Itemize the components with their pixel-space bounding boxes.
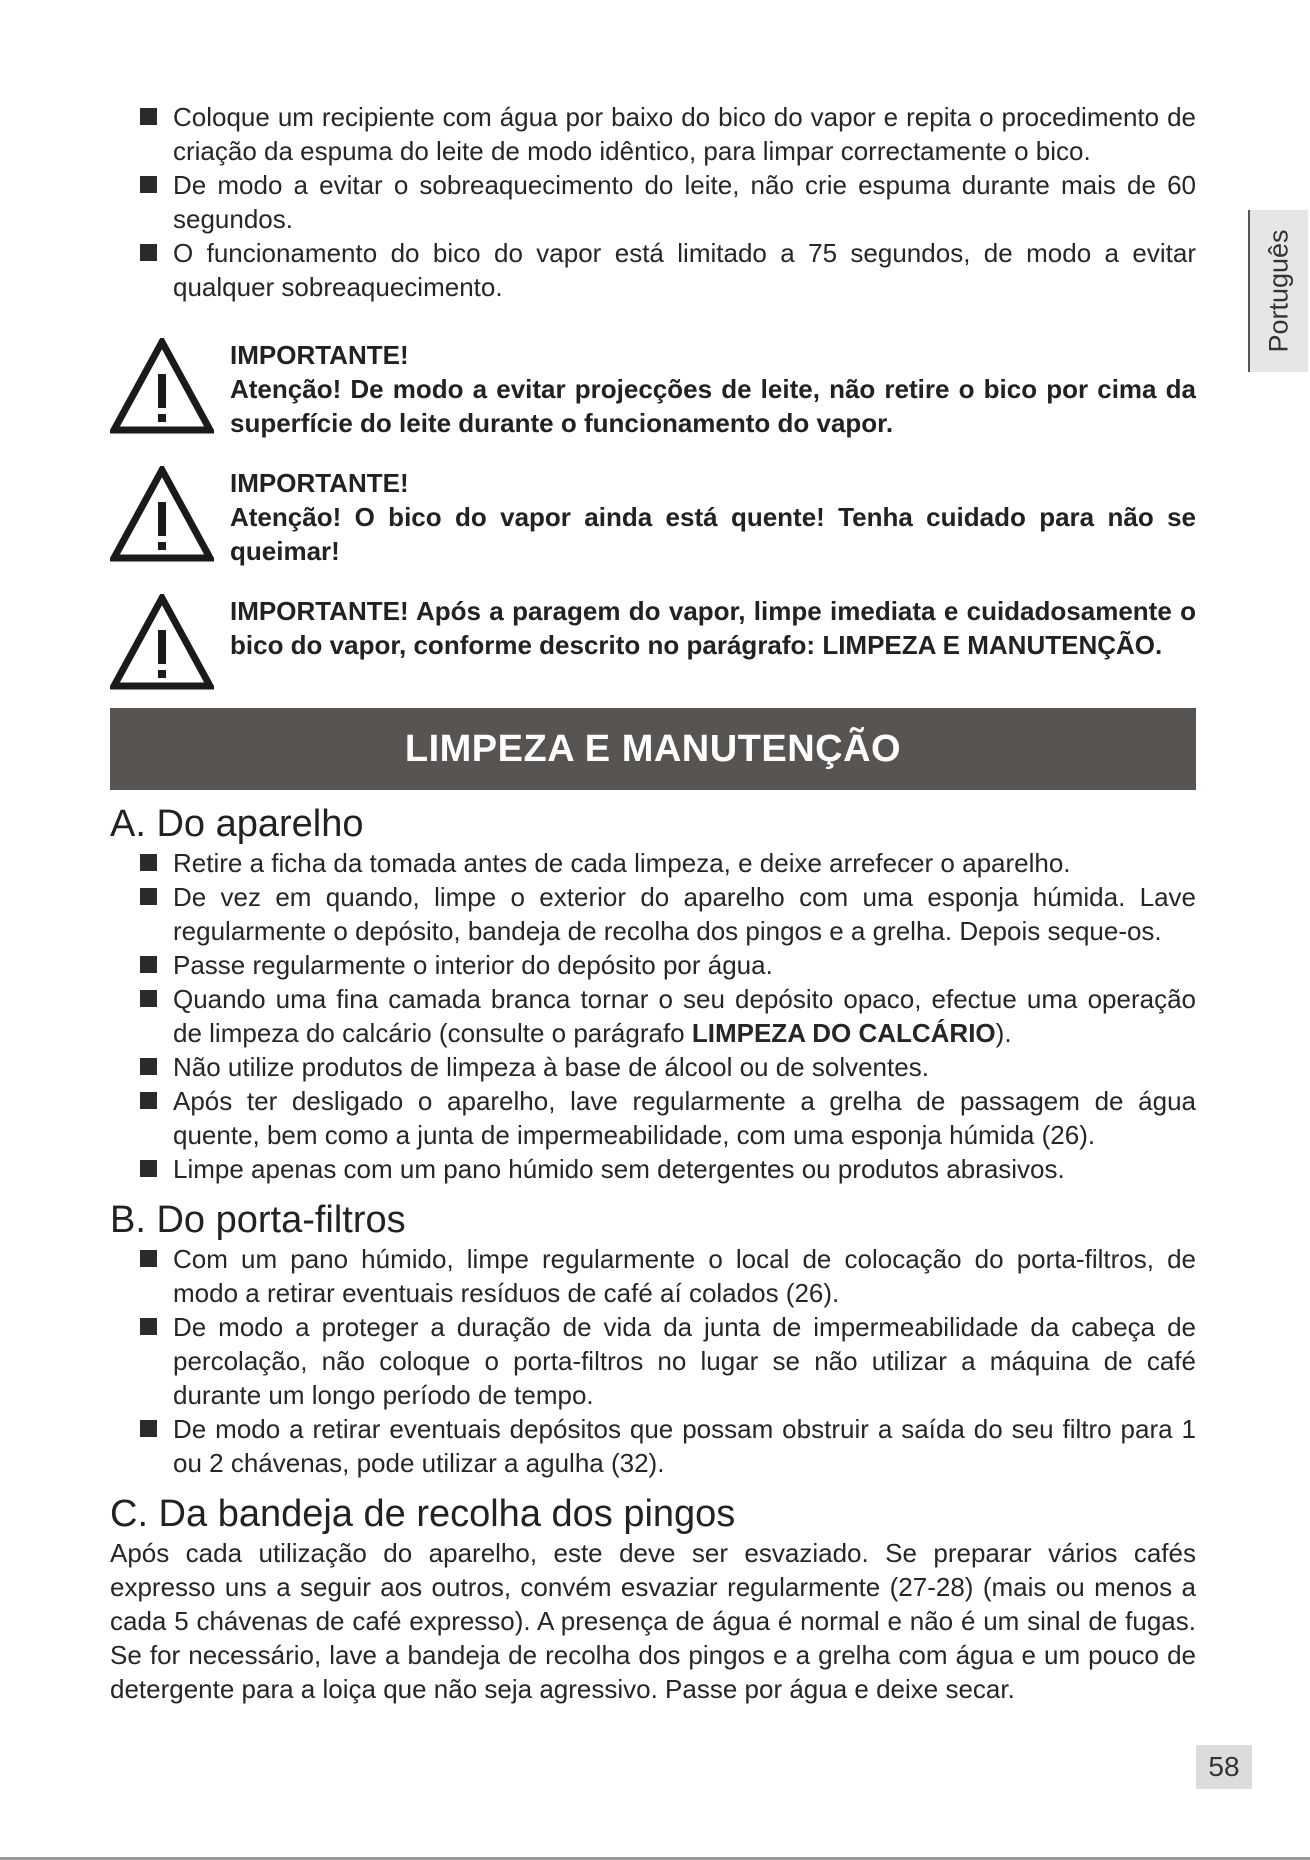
section-banner: LIMPEZA E MANUTENÇÃO	[110, 708, 1196, 790]
square-bullet-icon	[140, 1058, 157, 1075]
warning-text: Atenção! O bico do vapor ainda está quente! Tenha cuidado para não se queimar!	[230, 502, 1196, 566]
square-bullet-icon	[140, 1250, 157, 1267]
language-label: Português	[1263, 229, 1294, 353]
list-item: Não utilize produtos de limpeza à base de álcool ou de solventes.	[110, 1050, 1196, 1084]
section-b-heading: B. Do porta-filtros	[110, 1199, 406, 1241]
list-item: De modo a proteger a duração de vida da junta de impermeabilidade da cabeça de percolação, não coloque o porta-filtros no lugar se não utilizar a máquina de café durante um longo período de tempo.	[110, 1310, 1196, 1412]
warning-triangle-icon	[110, 594, 214, 690]
warning-block	[110, 338, 1196, 440]
square-bullet-icon	[140, 1092, 157, 1109]
section-c-paragraph: Após cada utilização do aparelho, este deve ser esvaziado. Se preparar vários cafés expresso uns a seguir aos outros, convém esvaziar regularmente (27-28) (mais ou menos a cada 5 chávenas de café expresso). A presença de água é normal e não é um sinal de fugas. Se for necessário, lave a bandeja de recolha dos pingos e a grelha com água e um pouco de detergente para a loiça que não seja agressivo. Passe por água e deixe secar.	[110, 1538, 1196, 1704]
list-item: Limpe apenas com um pano húmido sem detergentes ou produtos abrasivos.	[110, 1152, 1196, 1186]
square-bullet-icon	[140, 244, 157, 261]
square-bullet-icon	[140, 956, 157, 973]
page-number: 58	[1196, 1745, 1252, 1789]
warning-triangle-icon	[110, 466, 214, 562]
square-bullet-icon	[140, 990, 157, 1007]
square-bullet-icon	[140, 1420, 157, 1437]
warning-triangle-icon	[110, 338, 214, 434]
cross-reference: LIMPEZA DO CALCÁRIO	[691, 1018, 996, 1048]
square-bullet-icon	[140, 854, 157, 871]
list-item: Retire a ficha da tomada antes de cada limpeza, e deixe arrefecer o aparelho.	[110, 846, 1196, 880]
list-item: Coloque um recipiente com água por baixo do bico do vapor e repita o procedimento de criação da espuma do leite de modo idêntico, para limpar correctamente o bico.	[110, 100, 1196, 168]
warning-title: IMPORTANTE!	[230, 340, 409, 370]
section-b-bullet-list	[110, 1242, 1196, 1480]
list-item: O funcionamento do bico do vapor está limitado a 75 segundos, de modo a evitar qualquer sobreaquecimento.	[110, 236, 1196, 304]
square-bullet-icon	[140, 1318, 157, 1335]
warning-block	[110, 466, 1196, 568]
list-item: De modo a evitar o sobreaquecimento do leite, não crie espuma durante mais de 60 segundos.	[110, 168, 1196, 236]
list-item: De vez em quando, limpe o exterior do aparelho com uma esponja húmida. Lave regularmente o depósito, bandeja de recolha dos pingos e a grelha. Depois seque-os.	[110, 880, 1196, 948]
list-item: Passe regularmente o interior do depósito por água.	[110, 948, 1196, 982]
square-bullet-icon	[140, 108, 157, 125]
section-a-bullet-list	[110, 846, 1196, 1186]
square-bullet-icon	[140, 888, 157, 905]
page-content	[110, 100, 1196, 1706]
warning-title: IMPORTANTE!	[230, 468, 409, 498]
intro-bullet-list	[110, 100, 1196, 304]
square-bullet-icon	[140, 176, 157, 193]
list-item: Após ter desligado o aparelho, lave regularmente a grelha de passagem de água quente, bem como a junta de impermeabilidade, com uma esponja húmida (26).	[110, 1084, 1196, 1152]
list-item: Quando uma fina camada branca tornar o seu depósito opaco, efectue uma operação de limpeza do calcário (consulte o parágrafo LIMPEZA DO CALCÁRIO).	[110, 982, 1196, 1050]
language-tab	[1248, 210, 1308, 372]
square-bullet-icon	[140, 1160, 157, 1177]
list-item: De modo a retirar eventuais depósitos que possam obstruir a saída do seu filtro para 1 ou 2 chávenas, pode utilizar a agulha (32).	[110, 1412, 1196, 1480]
warning-text: Após a paragem do vapor, limpe imediata e cuidadosamente o bico do vapor, conforme descrito no parágrafo: LIMPEZA E MANUTENÇÃO.	[230, 596, 1196, 660]
section-c-heading: C. Da bandeja de recolha dos pingos	[110, 1493, 736, 1535]
list-item: Com um pano húmido, limpe regularmente o local de colocação do porta-filtros, de modo a retirar eventuais resíduos de café aí colados (26).	[110, 1242, 1196, 1310]
warning-title: IMPORTANTE!	[230, 596, 409, 626]
warning-block	[110, 594, 1196, 696]
warning-text: Atenção! De modo a evitar projecções de leite, não retire o bico por cima da superfície do leite durante o funcionamento do vapor.	[230, 374, 1196, 438]
section-a-heading: A. Do aparelho	[110, 803, 364, 845]
